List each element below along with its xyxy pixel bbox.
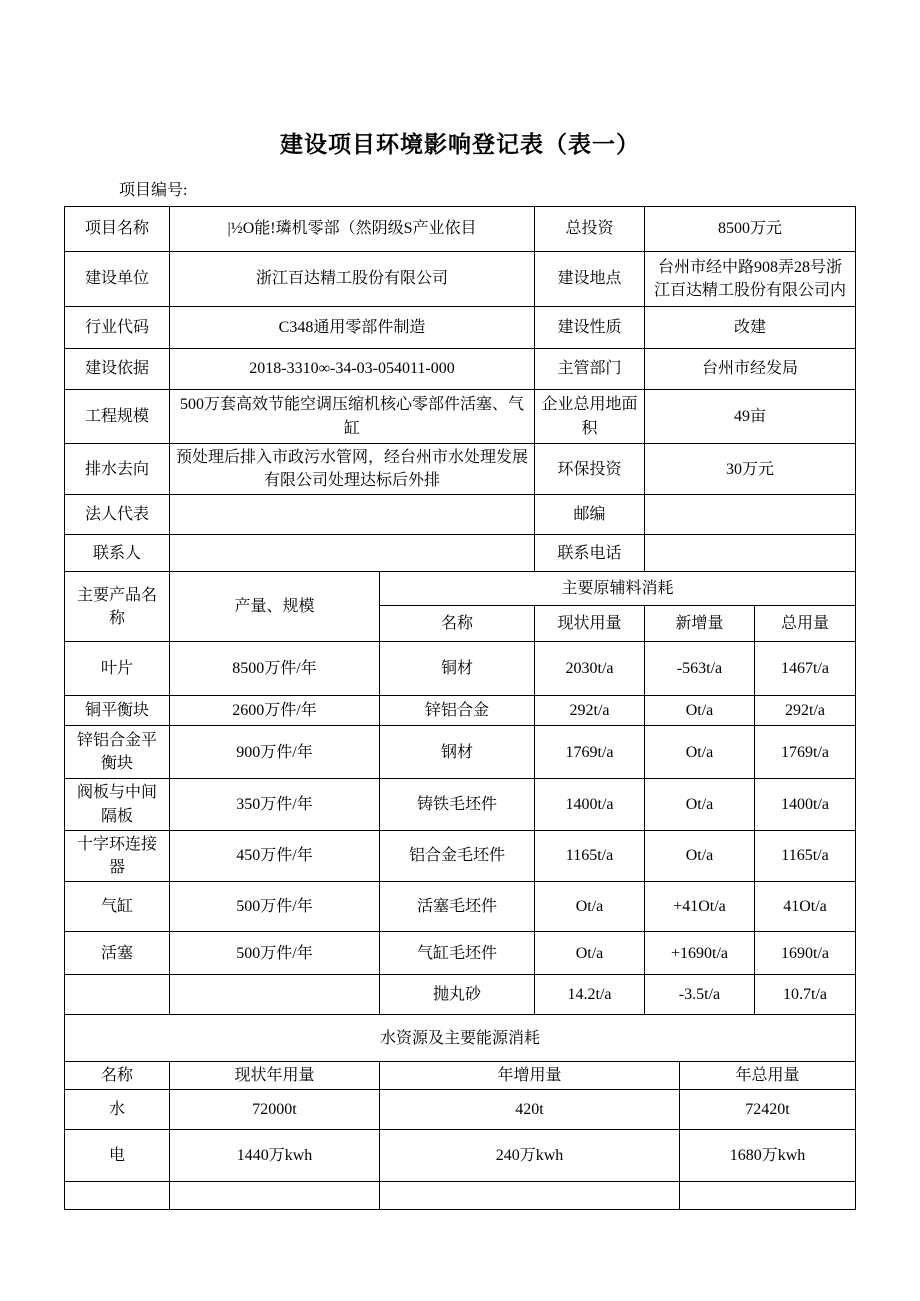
product-scale-cell: 450万件/年 — [170, 830, 380, 881]
material-total-cell: 1165t/a — [755, 830, 856, 881]
product-row — [65, 932, 856, 975]
material-total-cell: 292t/a — [755, 696, 856, 726]
column-header-cell: 新增量 — [645, 606, 755, 642]
water-energy-header-row — [65, 1062, 856, 1090]
material-name-cell: 铝合金毛坯件 — [380, 830, 535, 881]
field-label-cell: 主管部门 — [535, 349, 645, 390]
material-name-cell: 铜材 — [380, 642, 535, 696]
field-value-cell: 台州市经发局 — [645, 349, 856, 390]
column-header-cell: 年增用量 — [380, 1062, 680, 1090]
field-value-cell: 改建 — [645, 307, 856, 349]
material-added-cell: Ot/a — [645, 696, 755, 726]
column-header-cell: 现状用量 — [535, 606, 645, 642]
field-label-cell: 环保投资 — [535, 444, 645, 495]
material-current-cell: 1400t/a — [535, 779, 645, 830]
field-value-cell: 预处理后排入市政污水管网，经台州市水处理发展有限公司处理达标后外排 — [170, 444, 535, 495]
material-name-cell: 铸铁毛坯件 — [380, 779, 535, 830]
material-added-cell: +41Ot/a — [645, 882, 755, 932]
field-label-cell: 排水去向 — [65, 444, 170, 495]
info-row — [65, 444, 856, 495]
product-row — [65, 696, 856, 726]
resource-name-cell — [65, 1182, 170, 1210]
material-name-cell: 气缸毛坯件 — [380, 932, 535, 975]
column-header-cell: 产量、规模 — [170, 572, 380, 642]
material-current-cell: 1769t/a — [535, 726, 645, 779]
material-added-cell: Ot/a — [645, 830, 755, 881]
resource-current-cell: 1440万kwh — [170, 1130, 380, 1182]
resource-added-cell: 240万kwh — [380, 1130, 680, 1182]
project-info-table — [64, 206, 856, 572]
field-label-cell: 行业代码 — [65, 307, 170, 349]
info-row — [65, 207, 856, 252]
info-row — [65, 390, 856, 444]
field-label-cell: 建设性质 — [535, 307, 645, 349]
water-energy-row — [65, 1090, 856, 1130]
field-value-cell — [170, 535, 535, 572]
product-row — [65, 779, 856, 830]
product-scale-cell: 350万件/年 — [170, 779, 380, 830]
field-label-cell: 工程规模 — [65, 390, 170, 444]
water-energy-table — [64, 1061, 856, 1210]
material-name-cell: 活塞毛坯件 — [380, 882, 535, 932]
material-name-cell: 锌铝合金 — [380, 696, 535, 726]
material-total-cell: 10.7t/a — [755, 975, 856, 1015]
product-name-cell: 气缸 — [65, 882, 170, 932]
column-header-cell: 名称 — [65, 1062, 170, 1090]
product-row — [65, 975, 856, 1015]
water-energy-section-header: 水资源及主要能源消耗 — [65, 1015, 856, 1062]
material-total-cell: 1467t/a — [755, 642, 856, 696]
product-row — [65, 882, 856, 932]
info-row — [65, 495, 856, 535]
product-scale-cell: 900万件/年 — [170, 726, 380, 779]
material-current-cell: 1165t/a — [535, 830, 645, 881]
products-materials-table — [64, 571, 856, 1062]
field-value-cell: 500万套高效节能空调压缩机核心零部件活塞、气缸 — [170, 390, 535, 444]
material-added-cell: Ot/a — [645, 726, 755, 779]
column-header-cell: 总用量 — [755, 606, 856, 642]
field-value-cell — [170, 495, 535, 535]
material-added-cell: Ot/a — [645, 779, 755, 830]
field-label-cell: 总投资 — [535, 207, 645, 252]
material-current-cell: Ot/a — [535, 932, 645, 975]
material-added-cell: +1690t/a — [645, 932, 755, 975]
material-current-cell: 2030t/a — [535, 642, 645, 696]
material-total-cell: 1769t/a — [755, 726, 856, 779]
resource-current-cell: 72000t — [170, 1090, 380, 1130]
project-number-label: 项目编号: — [119, 182, 188, 199]
material-total-cell: 1400t/a — [755, 779, 856, 830]
resource-name-cell: 水 — [65, 1090, 170, 1130]
field-label-cell: 建设地点 — [535, 252, 645, 307]
field-value-cell: |½O能!璘机零部（然阴级S产业依目 — [170, 207, 535, 252]
water-energy-row — [65, 1182, 856, 1210]
product-row — [65, 642, 856, 696]
product-scale-cell — [170, 975, 380, 1015]
column-header-cell: 现状年用量 — [170, 1062, 380, 1090]
material-current-cell: 292t/a — [535, 696, 645, 726]
field-value-cell: 30万元 — [645, 444, 856, 495]
product-scale-cell: 500万件/年 — [170, 932, 380, 975]
product-scale-cell: 8500万件/年 — [170, 642, 380, 696]
field-value-cell — [645, 495, 856, 535]
material-name-cell: 钢材 — [380, 726, 535, 779]
material-total-cell: 41Ot/a — [755, 882, 856, 932]
column-header-cell: 主要原辅料消耗 — [380, 572, 856, 606]
field-label-cell: 邮编 — [535, 495, 645, 535]
material-current-cell: Ot/a — [535, 882, 645, 932]
field-label-cell: 企业总用地面积 — [535, 390, 645, 444]
info-row — [65, 535, 856, 572]
field-value-cell: C348通用零部件制造 — [170, 307, 535, 349]
resource-name-cell: 电 — [65, 1130, 170, 1182]
field-value-cell: 8500万元 — [645, 207, 856, 252]
field-value-cell: 浙江百达精工股份有限公司 — [170, 252, 535, 307]
product-row — [65, 830, 856, 881]
field-value-cell: 49亩 — [645, 390, 856, 444]
field-label-cell: 联系人 — [65, 535, 170, 572]
material-name-cell: 抛丸砂 — [380, 975, 535, 1015]
resource-added-cell — [380, 1182, 680, 1210]
field-value-cell — [645, 535, 856, 572]
resource-current-cell — [170, 1182, 380, 1210]
column-header-cell: 名称 — [380, 606, 535, 642]
field-value-cell: 台州市经中路908弄28号浙江百达精工股份有限公司内 — [645, 252, 856, 307]
material-added-cell: -3.5t/a — [645, 975, 755, 1015]
field-label-cell: 建设单位 — [65, 252, 170, 307]
field-label-cell: 联系电话 — [535, 535, 645, 572]
field-label-cell: 项目名称 — [65, 207, 170, 252]
resource-total-cell: 1680万kwh — [680, 1130, 856, 1182]
resource-total-cell — [680, 1182, 856, 1210]
section-banner-row — [65, 1015, 856, 1062]
info-row — [65, 252, 856, 307]
resource-added-cell: 420t — [380, 1090, 680, 1130]
product-name-cell: 铜平衡块 — [65, 696, 170, 726]
material-current-cell: 14.2t/a — [535, 975, 645, 1015]
info-row — [65, 349, 856, 390]
column-header-cell: 主要产品名称 — [65, 572, 170, 642]
field-value-cell: 2018-3310∞-34-03-054011-000 — [170, 349, 535, 390]
product-name-cell: 十字环连接器 — [65, 830, 170, 881]
field-label-cell: 建设依据 — [65, 349, 170, 390]
material-added-cell: -563t/a — [645, 642, 755, 696]
column-header-cell: 年总用量 — [680, 1062, 856, 1090]
field-label-cell: 法人代表 — [65, 495, 170, 535]
info-row — [65, 307, 856, 349]
product-name-cell: 锌铝合金平衡块 — [65, 726, 170, 779]
resource-total-cell: 72420t — [680, 1090, 856, 1130]
document-title: 建设项目环境影响登记表（表一） — [280, 132, 640, 157]
product-name-cell: 叶片 — [65, 642, 170, 696]
product-row — [65, 726, 856, 779]
products-header-row — [65, 572, 856, 606]
product-name-cell — [65, 975, 170, 1015]
water-energy-row — [65, 1130, 856, 1182]
product-name-cell: 活塞 — [65, 932, 170, 975]
product-scale-cell: 500万件/年 — [170, 882, 380, 932]
product-name-cell: 阀板与中间隔板 — [65, 779, 170, 830]
product-scale-cell: 2600万件/年 — [170, 696, 380, 726]
material-total-cell: 1690t/a — [755, 932, 856, 975]
